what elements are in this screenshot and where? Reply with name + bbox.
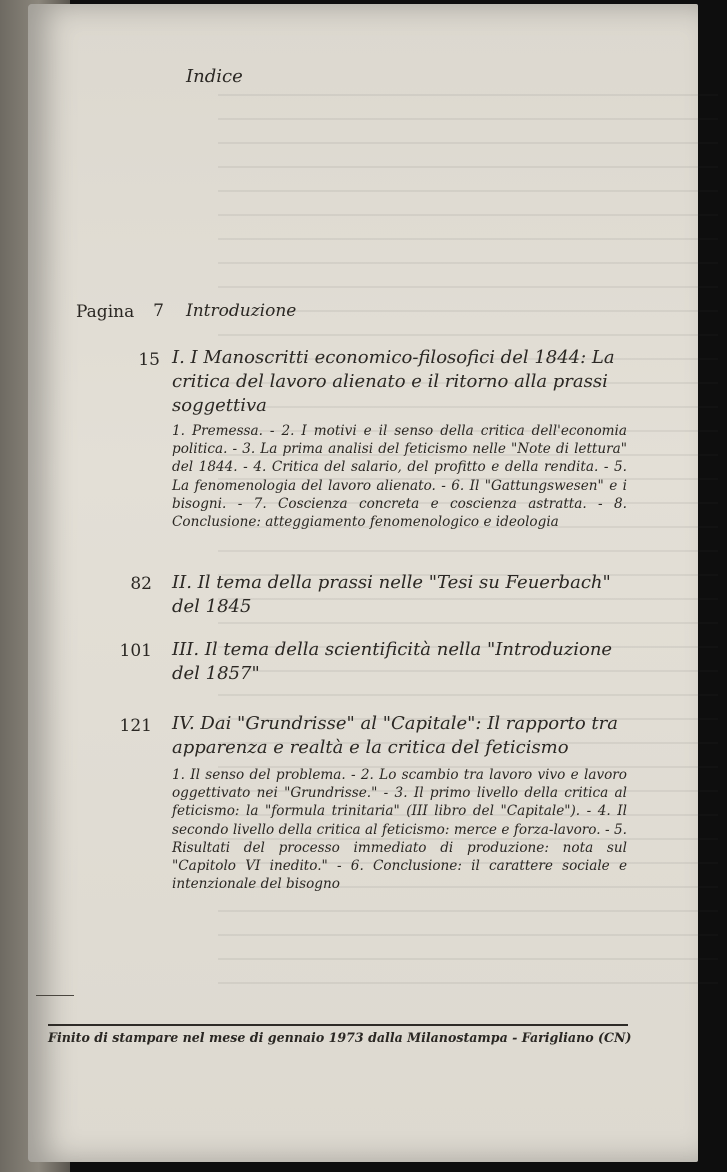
entry-title: III. Il tema della scientificità nella "Introduzione del 1857" (172, 639, 613, 684)
entry-page-number: 121 (119, 716, 152, 736)
entry-subsections: 1. Premessa. - 2. I motivi e il senso della critica dell'economia politica. - 3. La prima analisi del feticismo nelle "Note di lettura" del 1844. - 4. Critica del salario, del profitto e della rendita. - 5. La fenomenologia del lavoro alienato. - 6. Il "Gattungswesen" e i bisogni. - 7. Coscienza concreta e coscienza astratta. - 8. Conclusione: atteggiamento fenomenologico e ideologia (172, 423, 627, 531)
entry-page-number: 7 (153, 301, 164, 321)
colophon: Finito di stampare nel mese di gennaio 1973 dalla Milanostampa - Farigliano (CN) (48, 1030, 632, 1045)
divider (36, 995, 74, 996)
pagina-label: Pagina (76, 302, 135, 322)
page-heading: Indice (186, 66, 243, 87)
entry-page-number: 101 (119, 641, 152, 661)
entry-title: IV. Dai "Grundrisse" al "Capitale": Il rapporto tra apparenza e realtà e la critica del feticismo (172, 713, 618, 758)
entry-page-number: 82 (130, 574, 152, 594)
colophon-rule (48, 1024, 628, 1026)
entry-page-number: 15 (138, 350, 160, 370)
entry-subsections: 1. Il senso del problema. - 2. Lo scambio tra lavoro vivo e lavoro oggettivato nei "Grundrisse." - 3. Il primo livello della critica al feticismo: la "formula trinitaria" (III libro del "Capitale"). - 4. Il secondo livello della critica al feticismo: merce e forza-lavoro. - 5. Risultati del processo immediato di produzione: nota sul "Capitolo VI inedito." - 6. Conclusione: il carattere sociale e intenzionale del bisogno (172, 767, 627, 893)
entry-title: Introduzione (186, 301, 297, 321)
entry-title: II. Il tema della prassi nelle "Tesi su Feuerbach" del 1845 (172, 572, 611, 617)
entry-title: I. I Manoscritti economico-filosofici del 1844: La critica del lavoro alienato e il ritorno alla prassi soggettiva (172, 347, 615, 416)
